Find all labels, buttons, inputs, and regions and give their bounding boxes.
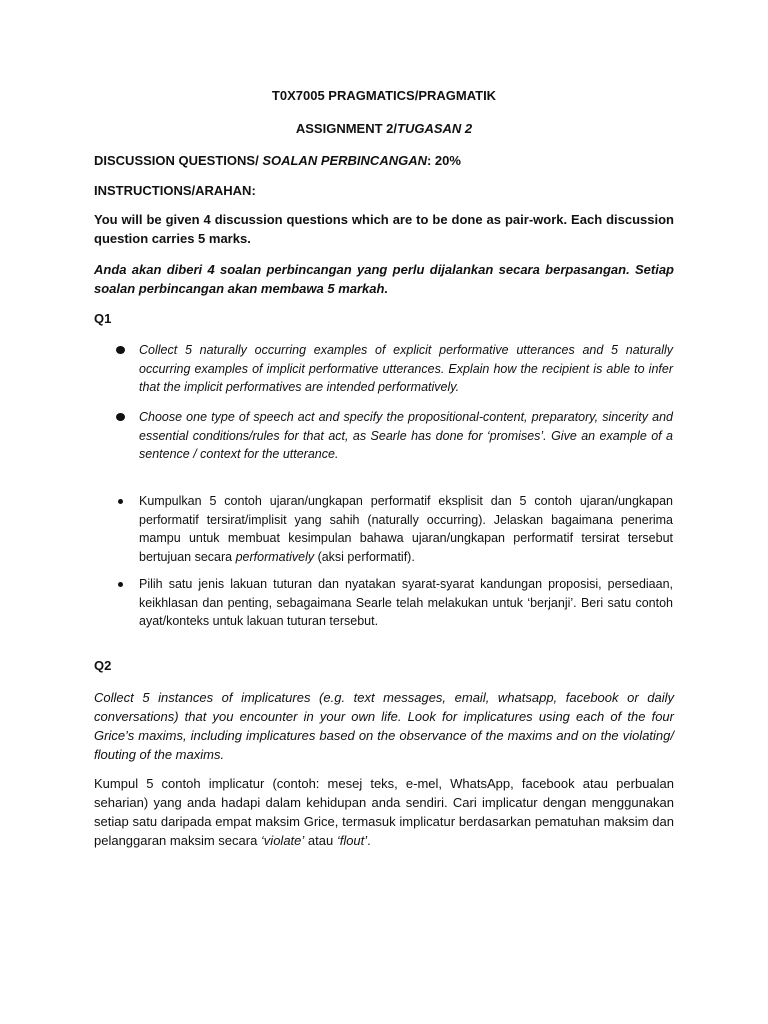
q1-ms-item-1-term: performatively <box>235 549 315 564</box>
discussion-weight: : 20% <box>426 153 461 168</box>
assignment-title-ms: TUGASAN 2 <box>397 121 473 136</box>
bullet-icon <box>116 413 125 421</box>
bullet-icon <box>116 346 125 354</box>
instructions-heading: INSTRUCTIONS/ARAHAN: <box>94 183 256 198</box>
q2-ms <box>94 774 674 850</box>
assignment-title-en: ASSIGNMENT 2/ <box>295 121 397 136</box>
discussion-heading-en: DISCUSSION QUESTIONS/ <box>94 153 263 168</box>
q1-ms-item-1-text: Kumpulkan 5 contoh ujaran/ungkapan performatif eksplisit dan 5 contoh ujaran/ungkapan performatif tersirat/implisit yang sahih (naturally occurring). Jelaskan bagaimana penerima mampu untuk membuat kesimpulan bahawa ujaran/ungkapan performatif tersirat tersebut bertujuan secara <box>139 494 673 564</box>
q2-ms-end: . <box>367 833 371 848</box>
q1-ms-item-1 <box>139 492 673 566</box>
bullet-icon <box>118 582 123 587</box>
q2-en: Collect 5 instances of implicatures (e.g. text messages, email, whatsapp, facebook or daily conversations) that you encounter in your own life. Look for implicatures using each of the four Grice’s maxims, including implicatures based on the observance of the maxims and on the violating/ flouting of the maxims. <box>94 690 674 762</box>
q1-label: Q1 <box>94 311 112 326</box>
q2-ms-or: atau <box>304 833 337 848</box>
q1-ms-item-2: Pilih satu jenis lakuan tuturan dan nyatakan syarat-syarat kandungan proposisi, persediaan, keikhlasan dan penting, sebagaimana Searle telah melakukan untuk ‘berjanji’. Beri satu contoh ayat/konteks untuk lakuan tuturan tersebut. <box>139 577 673 628</box>
q2-ms-flout: ‘flout’ <box>336 833 368 848</box>
q1-en-item-2: Choose one type of speech act and specify the propositional-content, preparatory, sincerity and essential conditions/rules for that act, as Searle has done for ‘promises’. Give an example of a sentence / context for the utterance. <box>139 410 673 461</box>
discussion-heading <box>94 153 674 168</box>
bullet-icon <box>118 499 123 504</box>
q2-ms-text: Kumpul 5 contoh implicatur (contoh: mesej teks, e-mel, WhatsApp, facebook atau perbualan seharian) yang anda hadapi dalam kehidupan anda sendiri. Cari implicatur dengan menggunakan setiap satu daripada empat maksim Grice, termasuk implicatur berdasarkan pematuhan maksim dan pelanggaran maksim secara <box>94 776 674 848</box>
discussion-heading-ms: SOALAN PERBINCANGAN <box>262 153 427 168</box>
q1-en-item-1: Collect 5 naturally occurring examples of explicit performative utterances and 5 naturally occurring examples of implicit performative utterances. Explain how the recipient is able to infer that the implicit performatives are intended performatively. <box>139 343 673 394</box>
intro-en: You will be given 4 discussion questions which are to be done as pair-work. Each discussion question carries 5 marks. <box>94 212 674 246</box>
course-title: T0X7005 PRAGMATICS/PRAGMATIK <box>271 88 497 103</box>
q2-ms-violate: ‘violate’ <box>260 833 305 848</box>
q1-ms-item-1-end: (aksi performatif). <box>314 549 415 564</box>
intro-ms: Anda akan diberi 4 soalan perbincangan yang perlu dijalankan secara berpasangan. Setiap soalan perbincangan akan membawa 5 markah. <box>94 262 674 296</box>
q2-label: Q2 <box>94 658 112 673</box>
assignment-title <box>0 121 768 136</box>
